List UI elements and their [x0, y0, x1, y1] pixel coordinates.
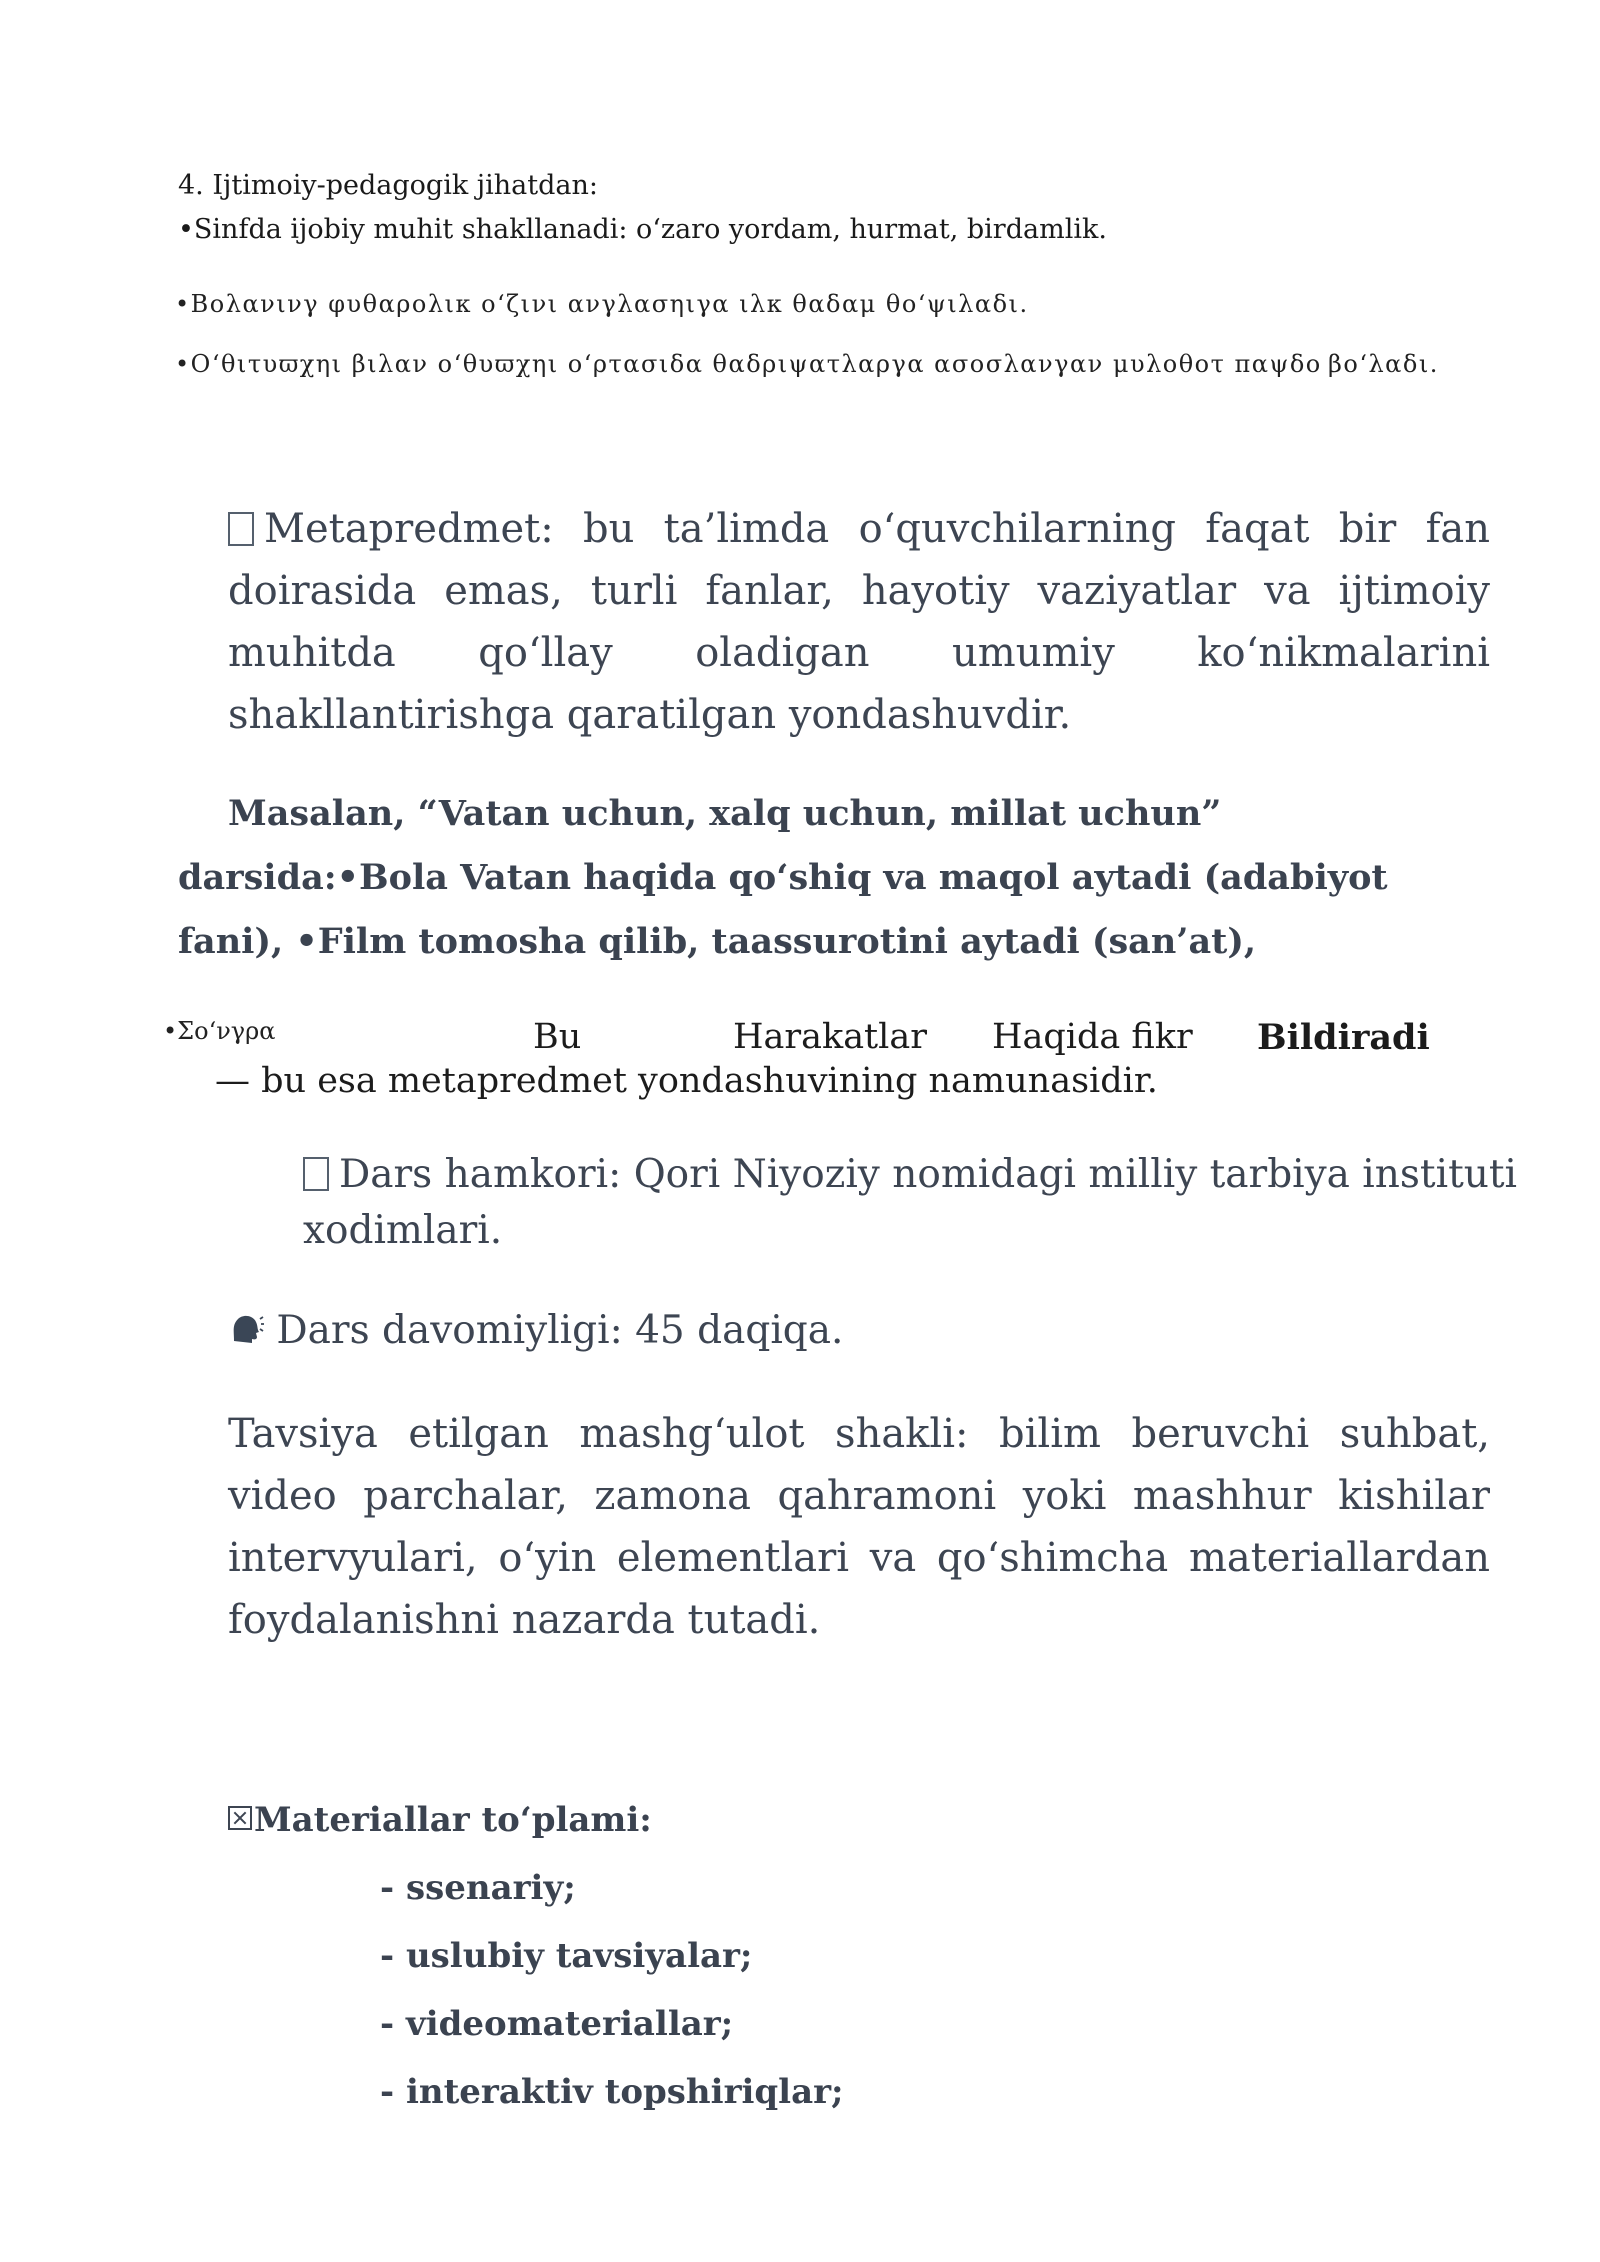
- partner-line-1: [303, 1152, 1517, 1197]
- missing-glyph-icon: [303, 1157, 329, 1191]
- example-line-1: Masalan, “Vatan uchun, xalq uchun, millat uchun”: [228, 793, 1222, 834]
- section-4-heading: 4. Ijtimoiy-pedagogik jihatdan:: [178, 170, 598, 201]
- materials-item-interactive: - interaktiv topshiriqlar;: [380, 2072, 844, 2112]
- example-line-4-word-1: Bu: [533, 1017, 582, 1057]
- partner-text: Dars hamkori: Qori Niyoziy nomidagi milliy tarbiya instituti: [339, 1152, 1517, 1197]
- metapredmet-paragraph: [228, 498, 1490, 746]
- materials-item-scenario: - ssenariy;: [380, 1868, 576, 1908]
- materials-item-guidelines: - uslubiy tavsiyalar;: [380, 1936, 753, 1976]
- missing-glyph-icon: [228, 512, 254, 546]
- bullet-positive-environment: •Sinfda ijobiy muhit shakllanadi: o‘zaro yordam, hurmat, birdamlik.: [178, 214, 1107, 245]
- example-line-4-word-3: Haqida fikr: [992, 1017, 1193, 1057]
- example-line-4-start: •Σοʻνγρα: [163, 1017, 276, 1045]
- speaking-head-icon: [228, 1308, 264, 1353]
- example-line-4-word-2: Harakatlar: [733, 1017, 927, 1057]
- duration-text: Dars davomiyligi: 45 daqiqa.: [276, 1308, 844, 1353]
- bullet-teacher-student-end: βοʻλαδι.: [1328, 350, 1439, 378]
- example-line-3: fani), •Film tomosha qilib, taassurotini aytadi (san’at),: [178, 921, 1257, 962]
- bullet-teacher-student: •Οʻθιτυϖχηι βιλαν οʻθυϖχηι οʻρτασιδα θαδριψατλαργα ασοσλανγαν μυλοθοτ παψδο: [175, 350, 1322, 378]
- partner-line-2: xodimlari.: [303, 1208, 503, 1253]
- materials-heading-text: Materiallar to‘plami:: [254, 1800, 652, 1840]
- bullet-citizenship: •Βολανινγ φυθαρολικ οʻζινι ανγλασηιγα ιλκ θαδαμ θοʻψιλαδι.: [175, 290, 1029, 318]
- example-line-5: — bu esa metapredmet yondashuvining namunasidir.: [215, 1061, 1158, 1101]
- metapredmet-text: Metapredmet: bu ta’limda o‘quvchilarning faqat bir fan doirasida emas, turli fanlar, hayotiy vaziyatlar va ijtimoiy muhitda qo‘llay oladigan umumiy ko‘nikmalarini shakllantirishga qaratilgan yondashuvdir.: [228, 506, 1490, 738]
- example-line-4-word-4: Bildiradi: [1257, 1017, 1430, 1058]
- x-box-icon: [228, 1806, 252, 1830]
- example-line-2: darsida:•Bola Vatan haqida qo‘shiq va maqol aytadi (adabiyot: [178, 857, 1388, 898]
- materials-item-videos: - videomateriallar;: [380, 2004, 734, 2044]
- materials-heading: [228, 1800, 652, 1840]
- recommendation-paragraph: Tavsiya etilgan mashg‘ulot shakli: bilim beruvchi suhbat, video parchalar, zamona qahramoni yoki mashhur kishilar intervyulari, o‘yin elementlari va qo‘shimcha materiallardan foydalanishni nazarda tutadi.: [228, 1411, 1490, 1643]
- duration-line: [228, 1308, 843, 1353]
